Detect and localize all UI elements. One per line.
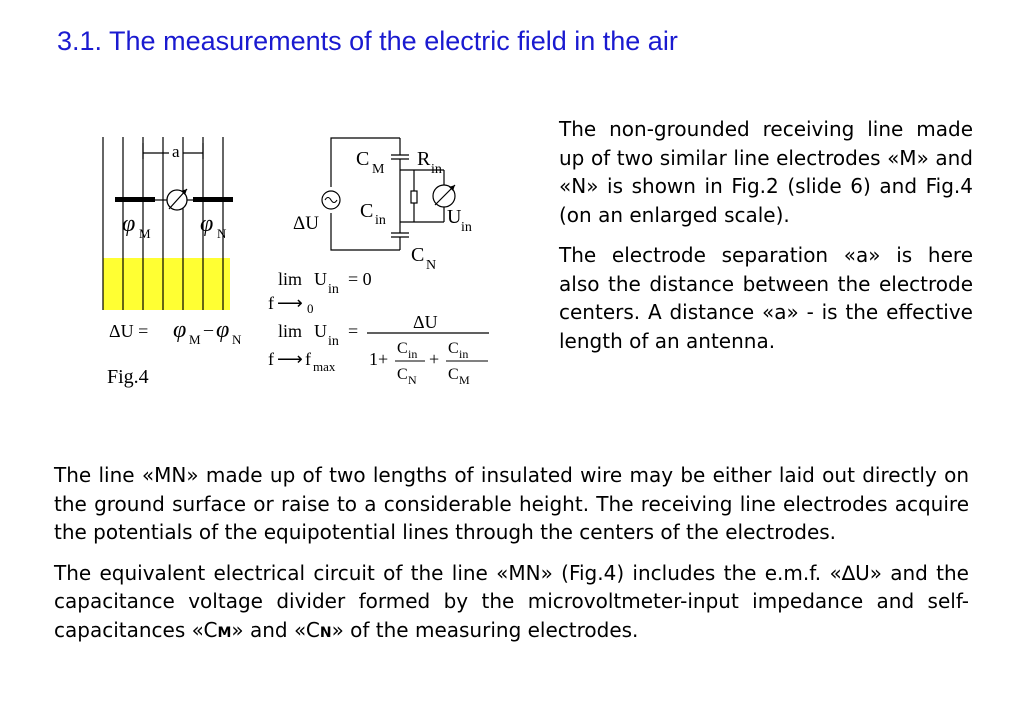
figure-caption: Fig.4 (107, 366, 149, 388)
right-paragraph-1: The non-grounded receiving line made up of two similar line electrodes «M» and «N» is shown in Fig.2 (slide 6) and Fig.4 (on an enlarged scale). (559, 117, 973, 227)
label-cn: C (411, 244, 425, 266)
f2-cin1-sub: in (408, 347, 418, 361)
f2-in: in (328, 334, 339, 349)
label-uin-sub: in (461, 220, 472, 235)
bottom-p2-pre: The equivalent electrical circuit of the line «MN» (Fig.4) includes the e.m.f. «∆U» and the capacitance voltage divider formed by the microvoltmeter-input impedance and self-capacitances «C (54, 560, 969, 642)
label-a: a (172, 142, 180, 161)
delta-u-label: ΔU = (109, 321, 149, 341)
f1-arrow: ⟶ (277, 293, 303, 313)
f2-cin1: C (397, 340, 408, 357)
f1-eq: = 0 (348, 269, 372, 289)
bottom-p2-sub-n: N (319, 624, 332, 641)
label-rin: R (417, 148, 431, 170)
phi-m-sub: M (139, 226, 151, 241)
figure-4 (95, 125, 505, 400)
f2-one-plus: 1+ (369, 349, 389, 369)
bottom-paragraph-2 (54, 559, 969, 648)
f1-u: U (314, 269, 327, 289)
eq-minus: – (204, 319, 213, 339)
label-rin-sub: in (431, 162, 442, 177)
f2-fmax: f (305, 349, 311, 369)
equivalent-circuit (331, 138, 455, 250)
bottom-paragraph-1: The line «MN» made up of two lengths of insulated wire may be either laid out directly on the ground surface or raise to a considerable height. The receiving line electrodes acquire the potentials of the equipotential lines through the centers of the electrodes. (54, 463, 969, 544)
f2-plus: + (429, 349, 440, 369)
eq-phi-n: φ (216, 317, 230, 343)
f2-u: U (314, 321, 327, 341)
f2-cin2-sub: in (459, 347, 469, 361)
electrode-m (115, 197, 155, 202)
label-cin-sub: in (375, 213, 386, 228)
slide-title: 3.1. The measurements of the electric field in the air (57, 26, 678, 56)
phi-m: φ (122, 211, 136, 237)
f1-in: in (328, 282, 339, 297)
f2-cn-sub: N (408, 373, 417, 387)
f2-cn: C (397, 366, 408, 383)
f2-eq: = (348, 321, 359, 341)
label-cm: C (356, 148, 370, 170)
eq-phi-m-sub: M (189, 332, 201, 347)
f1-lim: lim (278, 269, 303, 289)
f2-cin2: C (448, 340, 459, 357)
f2-numerator: ΔU (413, 312, 438, 332)
bottom-p2-mid: » and «C (231, 617, 320, 642)
phi-n: φ (200, 211, 214, 237)
f2-lim: lim (278, 321, 303, 341)
label-cn-sub: N (426, 258, 437, 273)
eq-phi-m: φ (173, 317, 187, 343)
f2-cm-sub: M (459, 373, 470, 387)
bottom-p2-post: » of the measuring electrodes. (331, 617, 639, 642)
eq-phi-n-sub: N (232, 332, 242, 347)
f2-f: f (268, 349, 274, 369)
label-cm-sub: M (372, 162, 385, 177)
f2-cm: C (448, 366, 459, 383)
label-uin: U (447, 206, 462, 228)
electrode-n (193, 197, 233, 202)
right-paragraph-2: The electrode separation «a» is here also the distance between the electrode centers. A distance «a» - is the effective length of an antenna. (559, 243, 973, 353)
f2-arrow: ⟶ (277, 349, 303, 369)
f1-zero: 0 (307, 301, 314, 316)
figure-4-drawing (95, 125, 505, 400)
f1-f: f (268, 293, 274, 313)
bottom-p2-sub-m: M (217, 624, 232, 641)
right-text-column (559, 115, 973, 367)
bottom-text (54, 461, 969, 659)
ground-region (103, 258, 230, 310)
phi-n-sub: N (217, 226, 227, 241)
label-delta-u: ΔU (293, 213, 319, 234)
label-cin: C (360, 200, 374, 222)
f2-max: max (313, 359, 336, 374)
